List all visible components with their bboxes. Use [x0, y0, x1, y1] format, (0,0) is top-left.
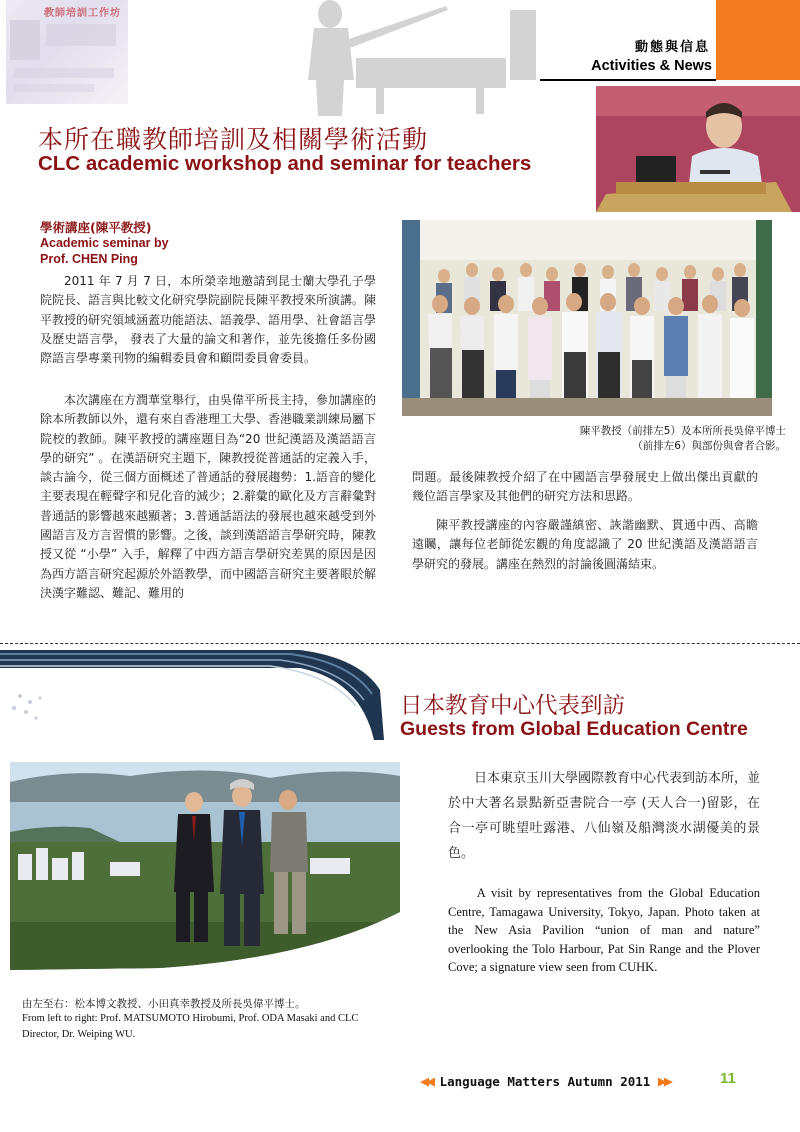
- section-dashed-divider: [0, 643, 800, 644]
- group-photo-caption: [530, 424, 786, 454]
- section-title-zh: 動態與信息: [634, 40, 710, 55]
- harbour-photo-caption-zh: 由左至右：松本博文教授、小田真幸教授及所長吳偉平博士。: [22, 998, 306, 1010]
- section-title-en: Activities & News: [591, 58, 712, 74]
- seminar-subtitle-en: [40, 235, 169, 267]
- article1-paragraph-2: 本次講座在方潤華堂舉行，由吳偉平所長主持，參加講座的除本所教師以外，還有來自香港理工大學、香港職業訓練局屬下院校的教師。陳平教授的講座題目為“20 世紀漢語及漢語語言學的研究” 。在漢語研究主題下，陳教授從普通話的定義入手，談古論今，從三個方面概述了普通話的發展趨勢：1.語音的變化主要表現在輕聲字和兒化音的減少；2.辭彙的歐化及方言辭彙對普通話的影響越來越顯著；3.普通話語法的發展也越來越受到外國語言及方言習慣的影響。之後，談到漢語語言學研究時，陳教授又從 “小學” 入手，解釋了中西方語言學研究差異的原因是因為西方語言研究起源於外語教學，而中國語言研究主要著眼於解決漢字難認、難記、難用的: [40, 393, 377, 600]
- article1-paragraph-3: 問題。最後陳教授介紹了在中國語言學發展史上做出傑出貢獻的幾位語言學家及其他們的研究方法和思路。: [412, 470, 758, 504]
- article2-body-en: A visit by representatives from the Global Education Centre, Tamagawa University, Tokyo, Japan. Photo taken at the New Asia Pavilion “union of man and nature” overlooking the Tolo Harbour, Pat Sin Range and the Plover Cove; a signature view seen from CUHK.: [448, 886, 760, 974]
- seminar-subtitle-zh: 學術講座(陳平教授): [40, 220, 152, 235]
- footer-publication-text: Language Matters Autumn 2011: [439, 1074, 651, 1089]
- section-color-tab: [716, 0, 800, 80]
- article2-title-zh: 日本教育中心代表到訪: [400, 693, 626, 719]
- article1-paragraph-1: 2011 年 7 月 7 日，本所榮幸地邀請到昆士蘭大學孔子學院院長、語言與比較文化研究學院副院長陳平教授來所演講。陳平教授的研究領域涵蓋功能語法、語義學、語用學、社會語言學及歷史語言學， 發表了大量的論文和著作，並先後擔任多份國際語言學專業刊物的編輯委員會和顧問委員會委員。: [40, 274, 377, 366]
- group-photo-caption-line1: 陳平教授（前排左5）及本所所長吳偉平博士: [579, 425, 786, 437]
- seminar-subtitle-en-line2: Prof. CHEN Ping: [40, 252, 138, 266]
- section-divider: [540, 79, 716, 81]
- footer: [420, 1072, 670, 1090]
- lecturer-photo: [596, 86, 800, 212]
- header-thumbnail-image: [6, 0, 128, 104]
- lecturer-silhouette-decoration: [296, 0, 536, 116]
- thumbnail-text: 教師培訓工作坊: [44, 8, 121, 19]
- article1-title-zh: 本所在職教師培訓及相關學術活動: [38, 125, 429, 154]
- group-photo: [402, 220, 772, 416]
- harbour-photo-caption-en: From left to right: Prof. MATSUMOTO Hirobumi, Prof. ODA Masaki and CLC Director, Dr. Weiping WU.: [22, 1013, 359, 1040]
- double-arrow-left-icon: ◀◀: [420, 1072, 433, 1090]
- harbour-group-photo: [10, 762, 400, 970]
- group-photo-caption-line2: （前排左6）與部份與會者合影。: [632, 440, 786, 452]
- article1-paragraph-4: 陳平教授講座的內容嚴謹縝密、詼諧幽默、貫通中西、高瞻遠矚，讓每位老師從宏觀的角度認識了 20 世紀漢語及漢語語言學研究的發展。講座在熱烈的討論後圓滿結束。: [412, 518, 758, 571]
- article2-body-zh: 日本東京玉川大學國際教育中心代表到訪本所，並於中大著名景點新亞書院合一亭 (天人合一)留影，在合一亭可眺望吐露港、八仙嶺及船灣淡水湖優美的景色。: [448, 771, 761, 861]
- article1-title-en: CLC academic workshop and seminar for teachers: [38, 152, 532, 175]
- page-number: 11: [720, 1070, 736, 1087]
- seminar-subtitle-en-line1: Academic seminar by: [40, 236, 169, 250]
- double-arrow-right-icon: ▶▶: [657, 1072, 670, 1090]
- article2-title-en: Guests from Global Education Centre: [400, 718, 748, 740]
